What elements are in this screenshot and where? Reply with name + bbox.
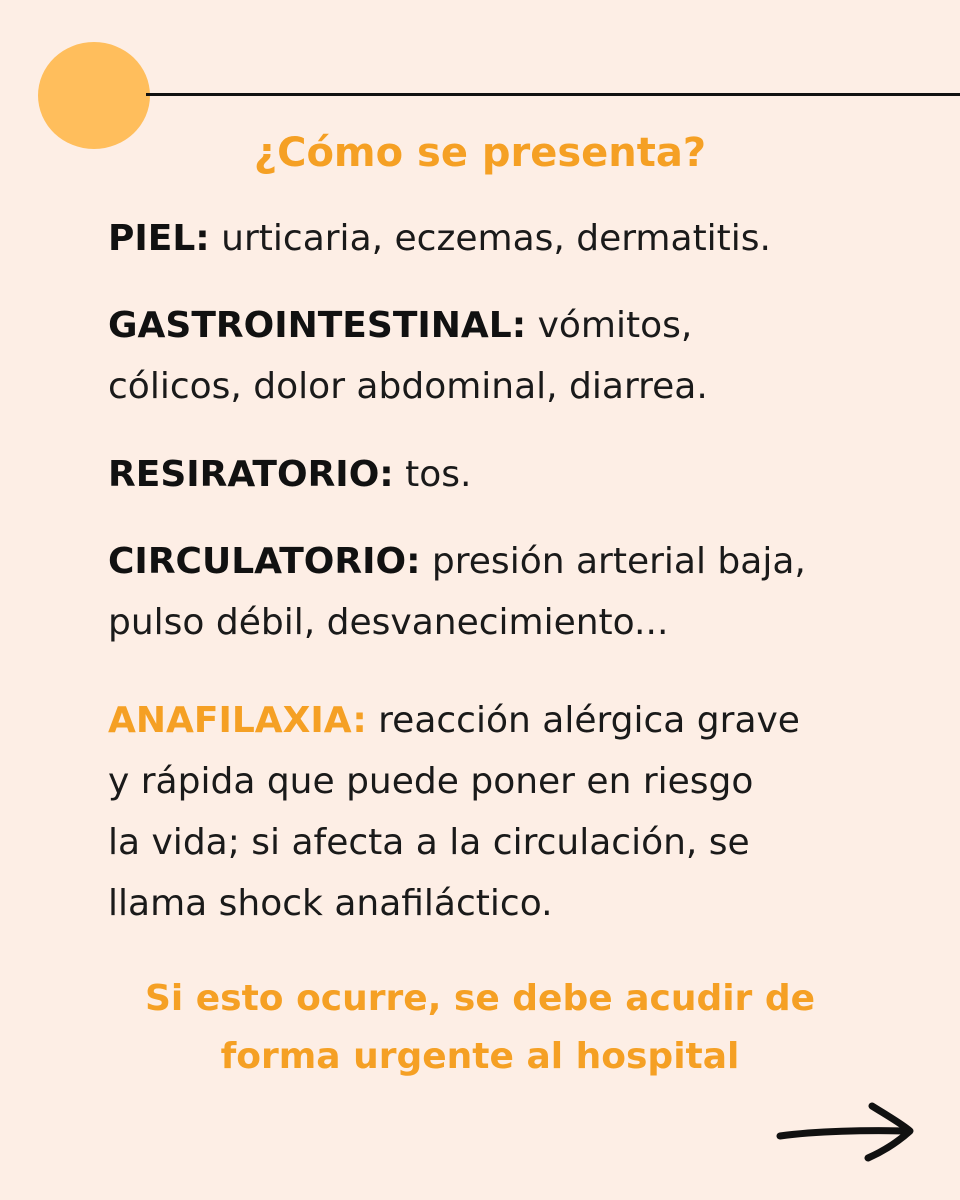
symptom-text: presión arterial baja, (431, 541, 806, 582)
symptom-text: tos. (405, 454, 472, 495)
symptom-text: vómitos, (537, 305, 693, 346)
symptom-text: urticaria, eczemas, dermatitis. (221, 218, 771, 259)
urgent-note-line: forma urgente al hospital (220, 1036, 740, 1077)
symptom-text: reacción alérgica grave (378, 700, 800, 741)
symptom-label: CIRCULATORIO: (108, 541, 421, 582)
symptom-text: cólicos, dolor abdominal, diarrea. (108, 366, 708, 407)
symptom-label: RESIRATORIO: (108, 454, 394, 495)
symptom-text: llama shock anafiláctico. (108, 883, 553, 924)
symptom-label: ANAFILAXIA: (108, 700, 367, 741)
symptom-label: PIEL: (108, 218, 210, 259)
urgent-note-line: Si esto ocurre, se debe acudir de (144, 978, 816, 1019)
symptom-circulatorio (108, 531, 806, 653)
symptom-anafilaxia (108, 690, 800, 934)
page-title: ¿Cómo se presenta? (253, 130, 707, 176)
symptom-label: GASTROINTESTINAL: (108, 305, 527, 346)
arrow-right-icon[interactable] (776, 1100, 918, 1164)
symptom-respiratorio (108, 444, 472, 505)
urgent-note (0, 970, 960, 1086)
symptom-text: y rápida que puede poner en riesgo (108, 761, 754, 802)
symptom-piel (108, 208, 771, 269)
symptom-text: la vida; si afecta a la circulación, se (108, 822, 750, 863)
header-divider (146, 93, 960, 96)
symptom-text: pulso débil, desvanecimiento... (108, 602, 669, 643)
symptom-gastrointestinal (108, 295, 708, 417)
